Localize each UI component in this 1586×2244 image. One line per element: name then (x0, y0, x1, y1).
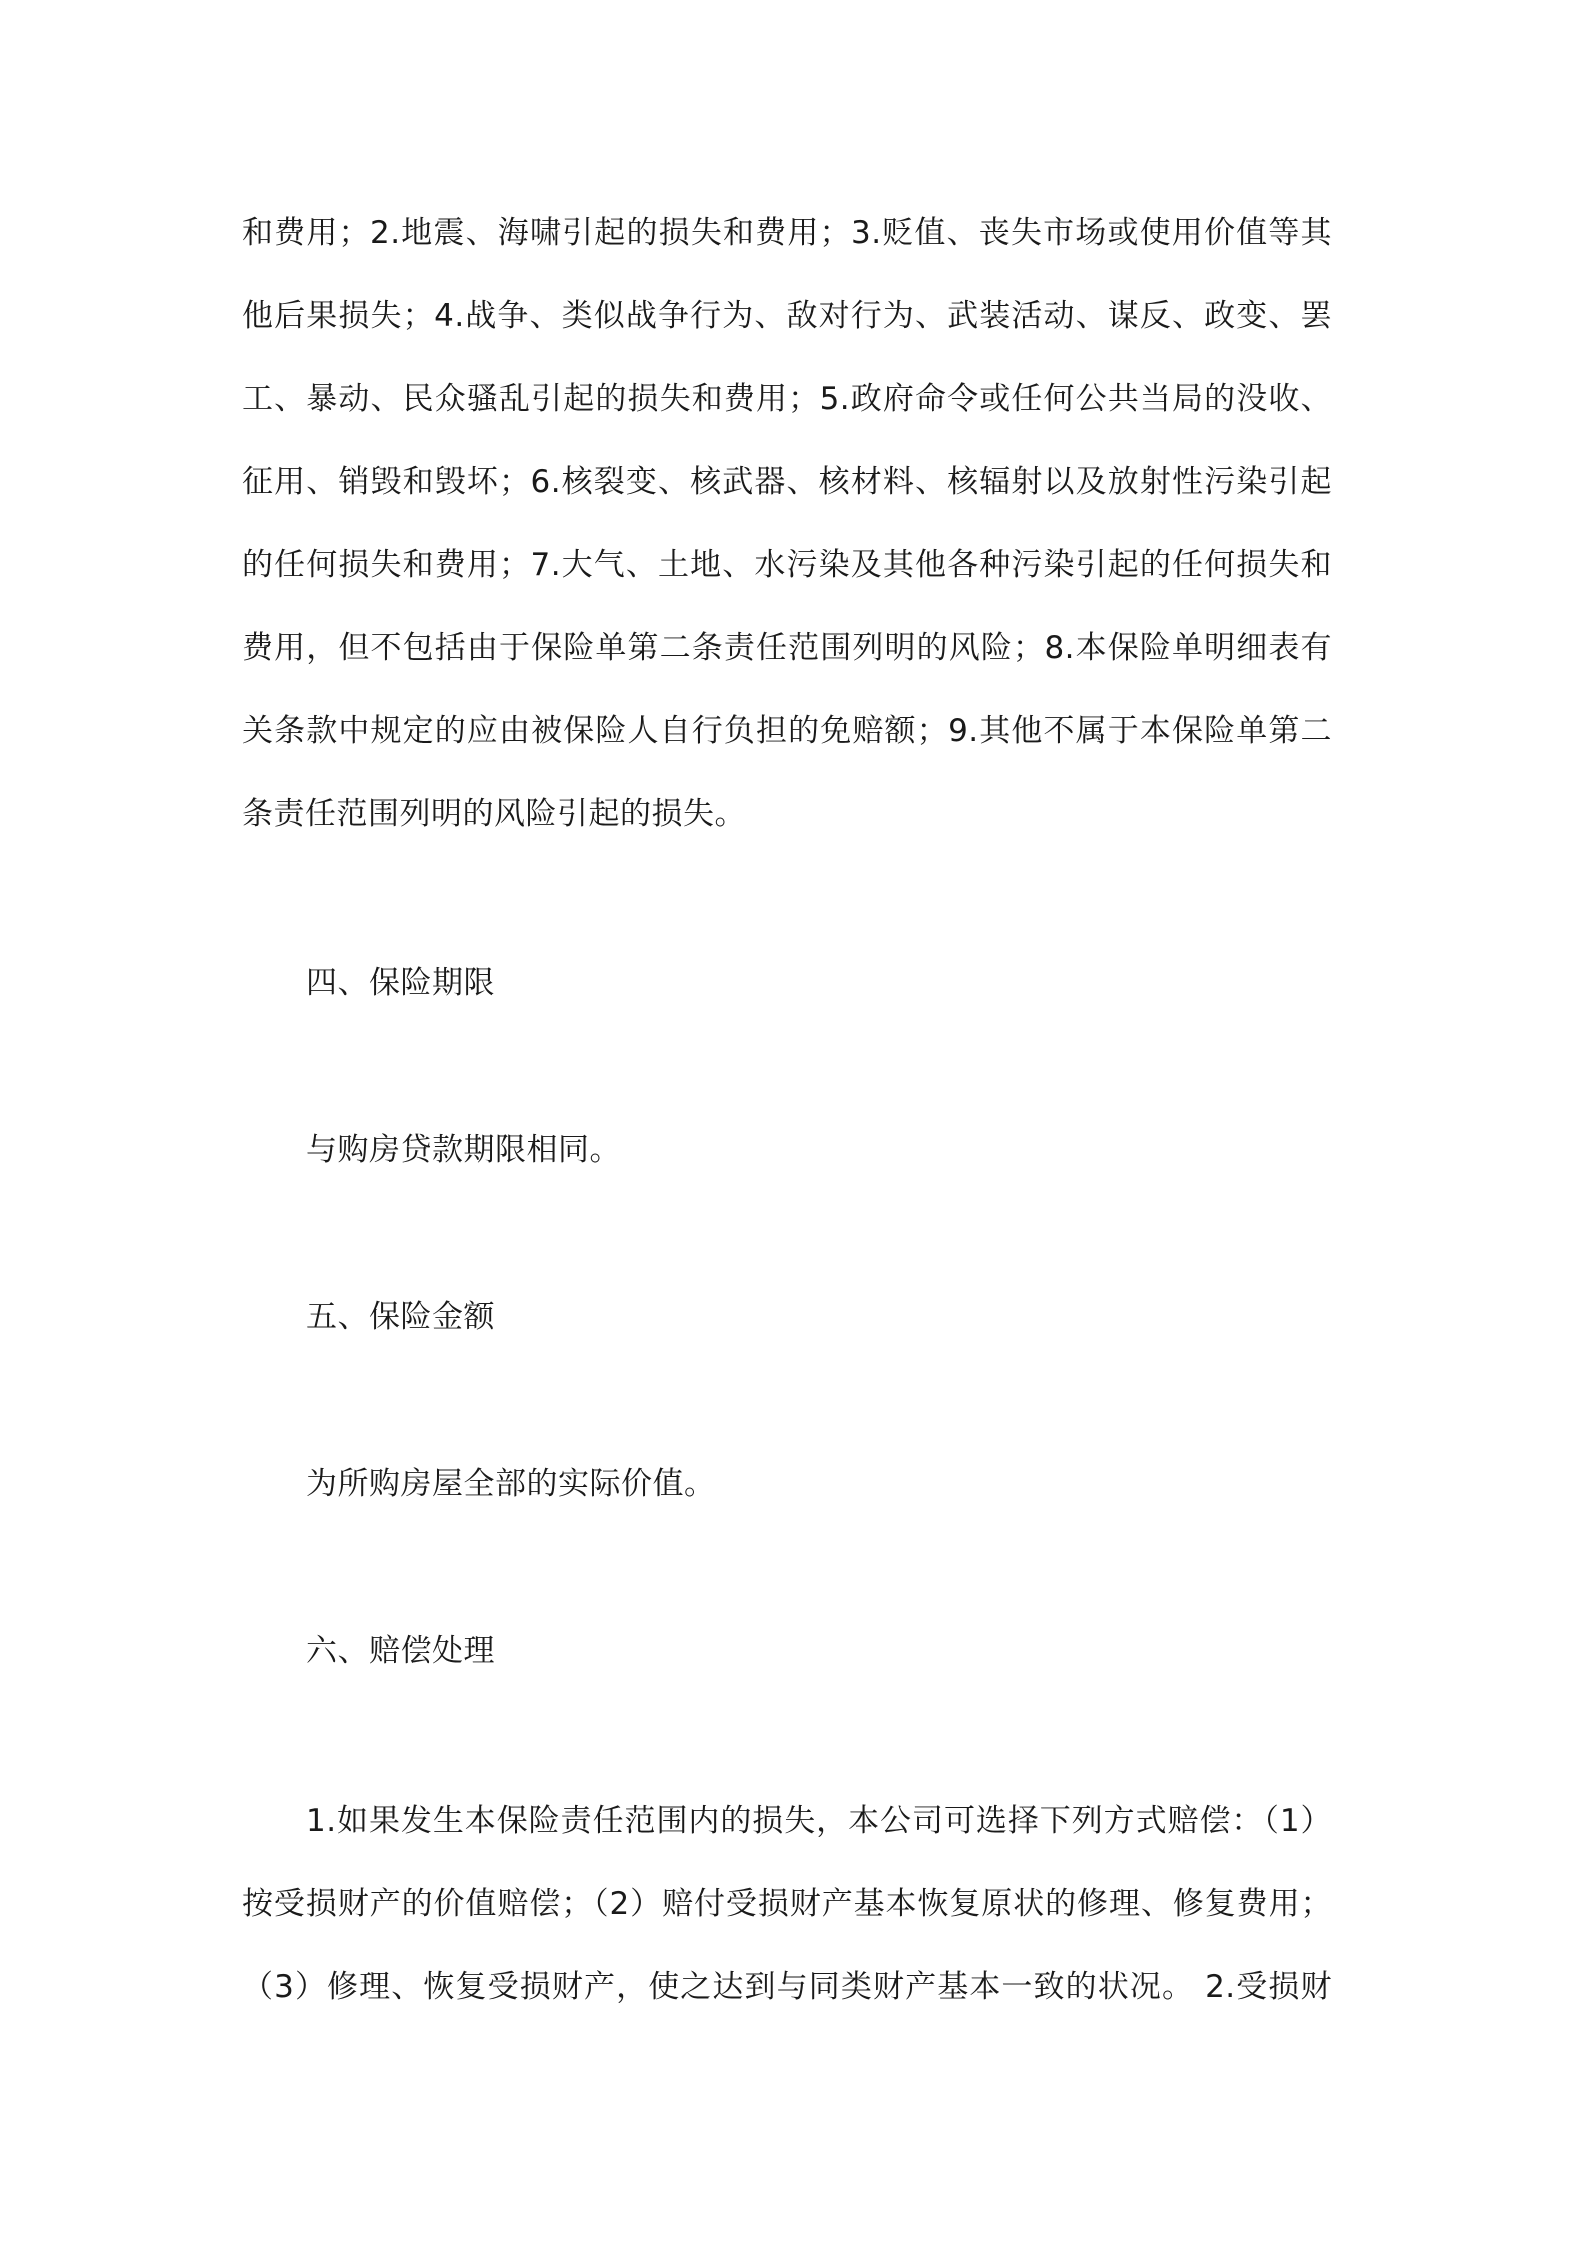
section-body-amount: 为所购房屋全部的实际价值。 (306, 1466, 716, 1502)
paragraph-line: 工、暴动、民众骚乱引起的损失和费用；5.政府命令或任何公共当局的没收、 (242, 381, 1332, 417)
paragraph-line: 按受损财产的价值赔偿；（2）赔付受损财产基本恢复原状的修理、修复费用； (242, 1886, 1332, 1922)
section-body-term: 与购房贷款期限相同。 (306, 1132, 621, 1168)
paragraph-line: 他后果损失；4.战争、类似战争行为、敌对行为、武装活动、谋反、政变、罢 (242, 298, 1332, 334)
paragraph-line: 的任何损失和费用；7.大气、土地、水污染及其他各种污染引起的任何损失和 (242, 547, 1332, 583)
section-heading-term: 四、保险期限 (306, 965, 495, 1001)
paragraph-line: 费用，但不包括由于保险单第二条责任范围列明的风险；8.本保险单明细表有 (242, 630, 1332, 666)
paragraph-line: 关条款中规定的应由被保险人自行负担的免赔额；9.其他不属于本保险单第二 (242, 713, 1332, 749)
paragraph-line: 和费用；2.地震、海啸引起的损失和费用；3.贬值、丧失市场或使用价值等其 (242, 215, 1332, 251)
paragraph-line: 征用、销毁和毁坏；6.核裂变、核武器、核材料、核辐射以及放射性污染引起 (242, 464, 1332, 500)
section-heading-amount: 五、保险金额 (306, 1299, 495, 1335)
paragraph-line: 条责任范围列明的风险引起的损失。 (242, 796, 746, 832)
section-heading-compensation: 六、赔偿处理 (306, 1633, 495, 1669)
paragraph-line: 1.如果发生本保险责任范围内的损失，本公司可选择下列方式赔偿：（1） (306, 1803, 1332, 1839)
paragraph-line: （3）修理、恢复受损财产，使之达到与同类财产基本一致的状况。 2.受损财 (242, 1969, 1332, 2005)
